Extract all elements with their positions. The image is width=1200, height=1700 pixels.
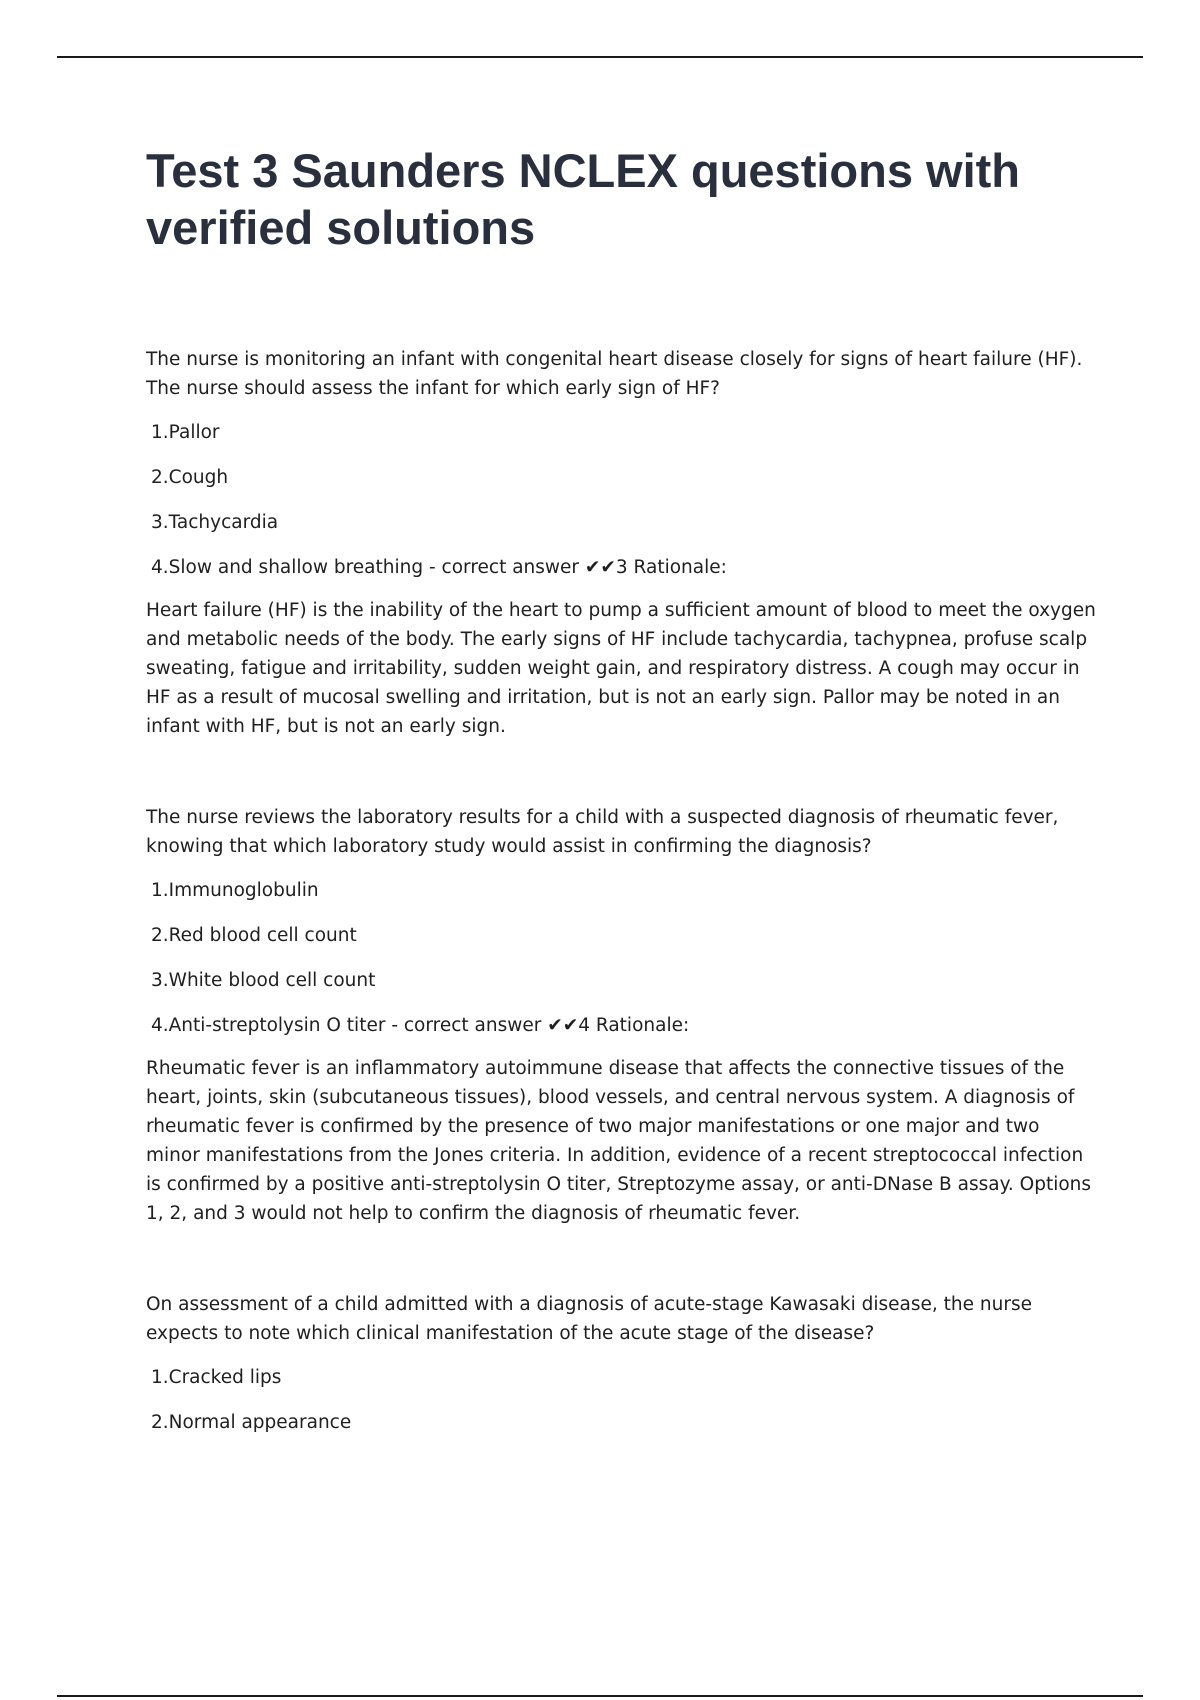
question-1 [146,345,1096,741]
correct-answer-line: 4.Slow and shallow breathing - correct answer ✔✔3 Rationale: [151,557,727,578]
bottom-divider [57,1695,1143,1697]
answer-option: 1.Pallor [151,422,220,443]
answer-option: 2.Red blood cell count [151,925,357,946]
answer-option: 2.Normal appearance [151,1412,352,1433]
question-2 [146,803,1096,1228]
answer-option: 3.White blood cell count [151,970,376,991]
answer-option: 1.Cracked lips [151,1367,282,1388]
document-body [146,345,1096,1499]
document-title: Test 3 Saunders NCLEX questions with verified solutions [146,144,1020,254]
question-stem: The nurse reviews the laboratory results for a child with a suspected diagnosis of rheumatic fever, knowing that which laboratory study would assist in confirming the diagnosis? [146,807,1059,857]
question-stem: The nurse is monitoring an infant with congenital heart disease closely for signs of heart failure (HF). The nurse should assess the infant for which early sign of HF? [146,349,1083,399]
answer-option: 1.Immunoglobulin [151,880,319,901]
correct-answer-line: 4.Anti-streptolysin O titer - correct answer ✔✔4 Rationale: [151,1015,690,1036]
question-stem: On assessment of a child admitted with a diagnosis of acute-stage Kawasaki disease, the nurse expects to note which clinical manifestation of the acute stage of the disease? [146,1294,1032,1344]
answer-option: 3.Tachycardia [151,512,279,533]
rationale-text: Heart failure (HF) is the inability of the heart to pump a sufficient amount of blood to meet the oxygen and metabolic needs of the body. The early signs of HF include tachycardia, tachypnea, profuse scalp sweating, fatigue and irritability, sudden weight gain, and respiratory distress. A cough may occur in HF as a result of mucosal swelling and irritation, but is not an early sign. Pallor may be noted in an infant with HF, but is not an early sign. [146,600,1096,737]
answer-option: 2.Cough [151,467,229,488]
top-divider [57,56,1143,58]
question-3 [146,1290,1096,1437]
rationale-text: Rheumatic fever is an inflammatory autoimmune disease that affects the connective tissues of the heart, joints, skin (subcutaneous tissues), blood vessels, and central nervous system. A diagnosis of rheumatic fever is confirmed by the presence of two major manifestations or one major and two minor manifestations from the Jones criteria. In addition, evidence of a recent streptococcal infection is confirmed by a positive anti-streptolysin O titer, Streptozyme assay, or anti-DNase B assay. Options 1, 2, and 3 would not help to confirm the diagnosis of rheumatic fever. [146,1058,1092,1224]
